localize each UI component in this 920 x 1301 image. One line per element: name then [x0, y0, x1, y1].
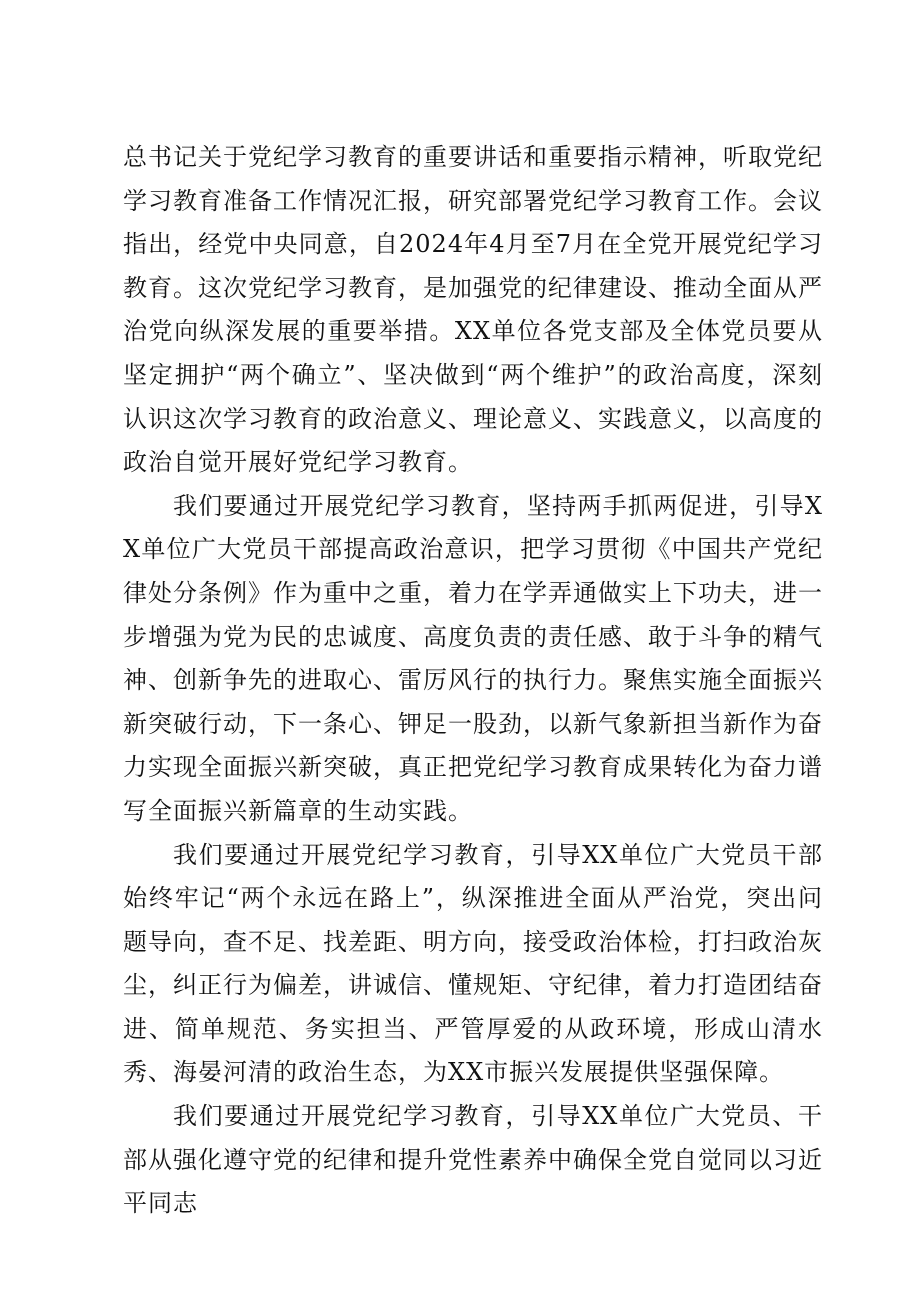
paragraph-4: 我们要通过开展党纪学习教育，引导XX单位广大党员、干部从强化遵守党的纪律和提升党性素养中确保全党自觉同以习近平同志 [123, 1102, 823, 1218]
paragraph-1: 总书记关于党纪学习教育的重要讲话和重要指示精神，听取党纪学习教育准备工作情况汇报，研究部署党纪学习教育工作。会议指出，经党中央同意，自2024年4月至7月在全党开展党纪学习教育。这次党纪学习教育，是加强党的纪律建设、推动全面从严治党向纵深发展的重要举措。XX单位各党支部及全体党员要从坚定拥护“两个确立”、坚决做到“两个维护”的政治高度，深刻认识这次学习教育的政治意义、理论意义、实践意义，以高度的政治自觉开展好党纪学习教育。 [123, 143, 823, 477]
document-body [123, 136, 823, 1226]
paragraph-3: 我们要通过开展党纪学习教育，引导XX单位广大党员干部始终牢记“两个永远在路上”，纵深推进全面从严治党，突出问题导向，查不足、找差距、明方向，接受政治体检，打扫政治灰尘，纠正行为偏差，讲诚信、懂规矩、守纪律，着力打造团结奋进、简单规范、务实担当、严管厚爱的从政环境，形成山清水秀、海晏河清的政治生态，为XX市振兴发展提供坚强保障。 [123, 840, 823, 1087]
paragraph-2: 我们要通过开展党纪学习教育，坚持两手抓两促进，引导XX单位广大党员干部提高政治意识，把学习贯彻《中国共产党纪律处分条例》作为重中之重，着力在学弄通做实上下功夫，进一步增强为党为民的忠诚度、高度负责的责任感、敢于斗争的精气神、创新争先的进取心、雷厉风行的执行力。聚焦实施全面振兴新突破行动，下一条心、钾足一股劲，以新气象新担当新作为奋力实现全面振兴新突破，真正把党纪学习教育成果转化为奋力谱写全面振兴新篇章的生动实践。 [123, 491, 823, 825]
